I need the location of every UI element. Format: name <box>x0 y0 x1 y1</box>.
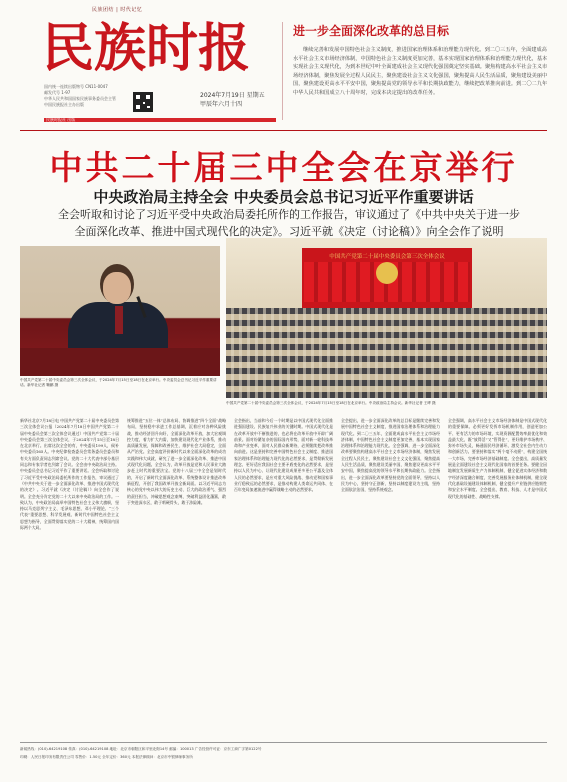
speaker-photo-caption: 中国共产党第二十届中央委员会第三次全体会议，于2024年7月15日至18日在北京举行。中央委员会总书记习近平作重要讲话。新华社记者 鞠鹏 摄 <box>20 378 217 387</box>
masthead <box>0 0 567 128</box>
sidebar-title: 进一步全面深化改革的总目标 <box>293 24 450 38</box>
masthead-tagline: 民族团结 | 时代记忆 <box>92 7 143 13</box>
article-body <box>20 418 547 738</box>
footer-contact-line: 新闻热线：(010)-64219108 传真：(010)-64219108 地址：北京市朝阳区和平里北街14号 邮编：100013 广告经营许可证：京东工商广字第0122号 <box>20 747 262 751</box>
masthead-divider <box>20 130 547 131</box>
speaker-face <box>103 272 131 304</box>
article-column-5: 全会强调，高水平社会主义市场经济体制是中国式现代化的重要保障。必须更好发挥市场机制作用，创造更加公平、更有活力的市场环境，实现资源配置效率最优化和效益最大化，既“放得活”又“管得住”，更好维护市场秩序、弥补市场失灵，畅通国民经济循环，激发全社会内生动力和创新活力。要坚持和落实“两个毫不动摇”，构建全国统一大市场，完善市场经济基础制度。全会提出，高质量发展是全面建设社会主义现代化国家的首要任务。要健全因地制宜发展新质生产力体制机制，健全促进实体经济和数字经济深度融合制度，完善发展服务业体制机制，健全现代化基础设施建设体制机制，健全提升产业链供应链韧性和安全水平制度。全会提出，教育、科技、人才是中国式现代化的基础性、战略性支撑。 <box>448 418 547 499</box>
page-footer <box>20 742 547 781</box>
qr-code-icon <box>133 92 153 112</box>
stage-banner-text: 中国共产党第二十届中央委员会第三次全体会议 <box>329 254 445 260</box>
pub-info-line: 中国民族报社主办出版 <box>44 102 84 107</box>
article-column-1: 新华社北京7月18日电 中国共产党第二十届中央委员会第三次全体会议公报（2024年7月18日中国共产党第二十届中央委员会第三次全体会议通过）中国共产党第二十届中央委员会第三次全体会议，于2024年7月15日至18日在北京举行。出席这次全会的有，中央委员199人，候补中央委员165人。中央纪律检查委员会常务委员会委员和有关方面负责同志列席会议。党的二十大代表中部分基层同志和专家学者也列席了会议。全会由中央政治局主持。中央委员会总书记习近平作了重要讲话。全会听取和讨论了习近平受中央政治局委托所作的工作报告，审议通过了《中共中央关于进一步全面深化改革、推进中国式现代化的决定》。习近平就《决定（讨论稿）》向全会作了说明。全会充分肯定党的二十大以来中央政治局的工作。一致认为，中央政治局高举中国特色社会主义伟大旗帜，坚持以马克思列宁主义、毛泽东思想、邓小平理论、“三个代表”重要思想、科学发展观、新时代中国特色社会主义思想为指导，全面贯彻落实党的二十大精神，统筹国内国际两个大局。 <box>20 418 119 531</box>
pub-info-line: 国内统一连续出版物号 CN11-0047 <box>44 84 108 89</box>
audience-rows-overlay <box>226 308 547 398</box>
plenary-photo-caption: 中国共产党第二十届中央委员会第三次全体会议，于2024年7月15日至18日在北京举行。中央政治局主持会议。新华社记者 王晔 摄 <box>226 401 436 405</box>
pub-info-line: 邮发代号 1-97 <box>44 90 71 95</box>
article-column-3: 全会指出，当前和今后一个时期是以中国式现代化全面推进强国建设、民族复兴伟业的关键时期。中国式现代化是在改革开放中不断推进的，也必将在改革开放中开辟广阔前景。面对纷繁复杂的国际国内形势，面对新一轮科技革命和产业变革，面对人民群众新期待，必须继续把改革推向前进。这是坚持和完善中国特色社会主义制度、推进国家治理体系和治理能力现代化的必然要求，是贯彻新发展理念、更好适应我国社会主要矛盾变化的必然要求，是坚持以人民为中心、让现代化建设成果更多更公平惠及全体人民的必然要求，是应对重大风险挑战、推动党和国家事业行稳致远的必然要求，是推动构建人类命运共同体、在百年变局加速演进中赢得战略主动的必然要求。 <box>234 418 333 493</box>
headline-deck: 全会听取和讨论了习近平受中央政治局委托所作的工作报告，审议通过了《中共中央关于进一步全面深化改革、推进中国式现代化的决定》。习近平就《决定（讨论稿）》向全会作了说明 <box>58 208 520 238</box>
footer-print-line: 印刷：人民日报印务有限责任公司 零售价：1.50元 全年定价：360元 本报法律顾问：北京市中银律师事务所 <box>20 755 193 759</box>
lunar-date: 甲辰年六月十四 <box>200 101 243 108</box>
speaker-photo[interactable] <box>20 246 220 376</box>
article-column-4: 全会提出，进一步全面深化改革的总目标是继续完善和发展中国特色社会主义制度，推进国家治理体系和治理能力现代化。到二〇三五年，全面建成高水平社会主义市场经济体制，中国特色社会主义制度更加完善，基本实现国家治理体系和治理能力现代化。全会强调，进一步全面深化改革要聚焦构建高水平社会主义市场经济体制，聚焦发展全过程人民民主，聚焦建设社会主义文化强国，聚焦提高人民生活品质，聚焦建设美丽中国，聚焦建设更高水平平安中国，聚焦提高党的领导水平和长期执政能力。全会指出，进一步全面深化改革要坚持党的全面领导，坚持以人民为中心，坚持守正创新，坚持以制度建设为主线，坚持全面依法治国，坚持系统观念。 <box>341 418 440 493</box>
newspaper-logo <box>42 16 251 79</box>
main-headline[interactable]: 中共二十届三中全会在京举行 <box>49 148 518 187</box>
sub-headline: 中央政治局主持全会 中央委员会总书记习近平作重要讲话 <box>93 188 474 206</box>
sidebar-body: 继续完善和发展中国特色社会主义制度，推进国家治理体系和治理能力现代化。到二〇三五年，全面建成高水平社会主义市场经济体制，中国特色社会主义制度更加完善，基本实现国家治理体系和治理能力现代化，基本实现社会主义现代化，为到本世纪中叶全面建成社会主义现代化强国奠定坚实基础。聚焦构建高水平社会主义市场经济体制，聚焦发展全过程人民民主，聚焦建设社会主义文化强国，聚焦提高人民生活品质，聚焦建设美丽中国，聚焦建设更高水平平安中国，聚焦提高党的领导水平和长期执政能力，继续把改革推向前进。到二〇二九年中华人民共和国成立八十周年时，完成本决定提出的改革任务。 <box>293 47 548 96</box>
podium-desk <box>20 348 220 376</box>
issue-date: 2024年7月19日 星期五 <box>200 92 265 99</box>
newspaper-logo-art <box>42 16 251 79</box>
plenary-hall-photo[interactable] <box>226 238 547 398</box>
article-column-2: 统筹推进“五位一体”总体布局、协调推进“四个全面”战略布局，坚持稳中求进工作总基调，沉着应对各种风险挑战，推动经济回升向好，全面深化改革开放，加大宏观调控力度，着力扩大内需，加快建设现代化产业体系，推动高质量发展，保障和改善民生，维护社会大局稳定，全面从严治党。全会高度评价新时代以来全面深化改革的成功实践和伟大成就，研究了进一步全面深化改革、推进中国式现代化问题。全会认为，改革开放是党和人民事业大踏步赶上时代的重要法宝。党的十八届三中全会是划时代的，开启了新时代全面深化改革、系统整体设计推进改革新征程，开创了我国改革开放全新局面。以习近平同志为核心的党中央以伟大的历史主动、巨大的政治勇气、强烈的责任担当，冲破思想观念束缚，突破利益固化藩篱，敢于突进深水区，敢于啃硬骨头，敢于涉险滩。 <box>127 418 226 505</box>
party-emblem-icon <box>376 262 398 284</box>
issue-date-block <box>200 91 265 109</box>
speaker-tie <box>115 306 123 334</box>
logo-lettering: 民族时报 <box>42 18 251 79</box>
publication-info <box>44 84 174 108</box>
masthead-strip-text: 民族时报社 出版 <box>46 117 76 122</box>
pub-info-line: 中华人民共和国国家民族事务委员会主管 <box>44 96 116 101</box>
sidebar-box <box>282 22 553 120</box>
masthead-strip <box>44 118 276 122</box>
